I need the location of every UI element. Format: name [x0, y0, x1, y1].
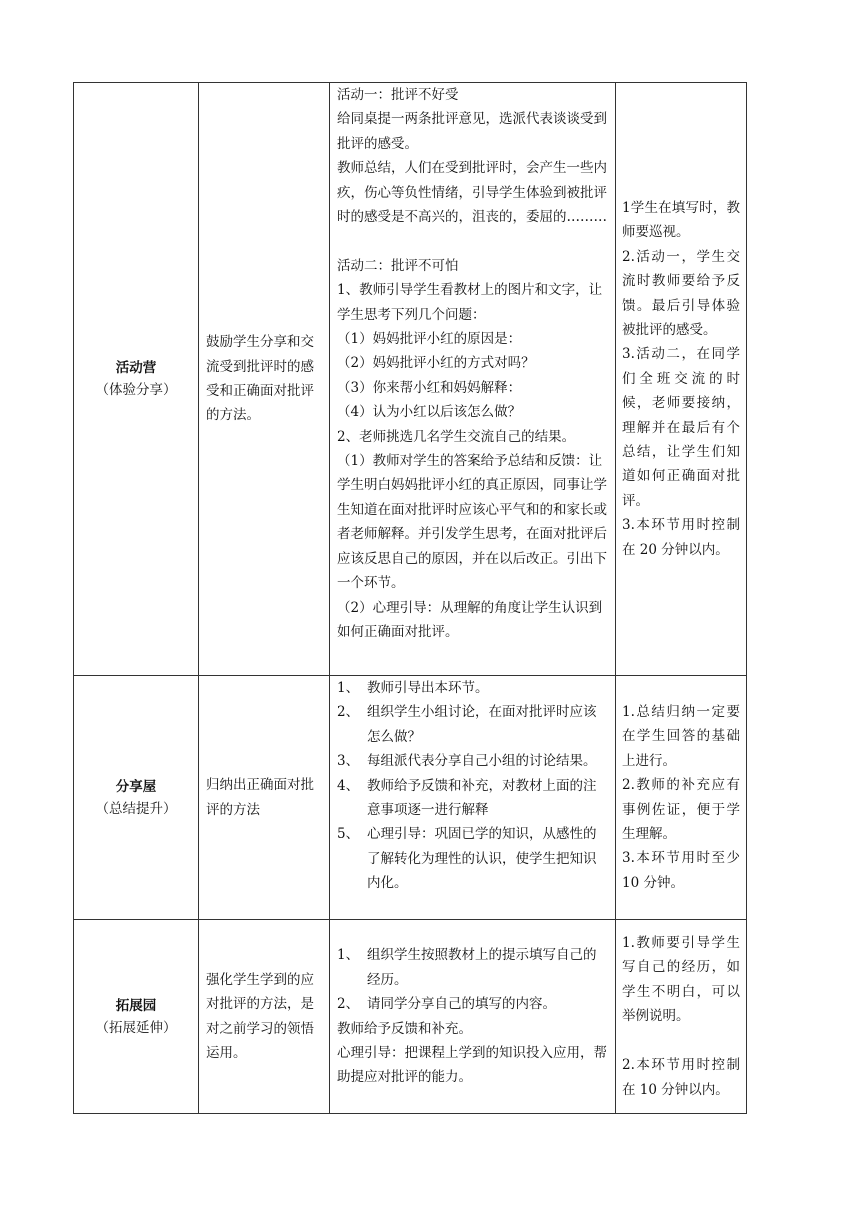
- note-line: 3.活动二，在同学们全班交流的时候，老师要接纳，理解并在最后有个总结，让学生们知道如何正确面对批评。: [622, 346, 740, 509]
- numbered-item: [337, 992, 609, 1016]
- numbered-item: [337, 943, 609, 992]
- item-number: 3、: [337, 753, 360, 770]
- numbered-item: [337, 700, 609, 749]
- content-line: 教师给予反馈和补充。: [337, 1020, 472, 1037]
- numbered-item: [337, 749, 609, 773]
- item-text: 组织学生小组讨论，在面对批评时应该怎么做？: [367, 704, 597, 745]
- note-line: 1.教师要引导学生写自己的经历，如学生不明白，可以举例说明。: [622, 935, 740, 1025]
- phase-title: 拓展园: [115, 997, 157, 1014]
- content-line: 2、老师挑选几名学生交流自己的结果。: [337, 428, 576, 445]
- content-cell: [330, 920, 616, 1114]
- table-row: [74, 920, 747, 1114]
- content-line: （2）妈妈批评小红的方式对吗？: [337, 355, 535, 372]
- phase-cell: [74, 920, 199, 1114]
- phase-cell: [74, 676, 199, 920]
- item-text: 心理引导：巩固已学的知识，从感性的了解转化为理性的认识，使学生把知识内化。: [367, 826, 597, 892]
- content-line: 给同桌提一两条批评意见，选派代表谈谈受到批评的感受。: [337, 111, 607, 152]
- content-line: 活动一：批评不好受: [337, 87, 459, 103]
- table-row: [74, 676, 747, 920]
- phase-title: 活动营: [115, 360, 157, 376]
- content-line: 心理引导：把课程上学到的知识投入应用，帮助提应对批评的能力。: [337, 1044, 607, 1086]
- note-line: 2.本环节用时控制在 10 分钟以内。: [622, 1057, 740, 1098]
- note-blank-line: [622, 1029, 740, 1053]
- lesson-plan-table: [73, 82, 747, 1114]
- note-line: 1学生在填写时，教师要巡视。: [622, 199, 740, 241]
- phase-cell: [74, 83, 199, 676]
- goal-cell: 鼓励学生分享和交流受到批评时的感受和正确面对批评的方法。: [199, 83, 330, 676]
- content-cell: [330, 83, 616, 676]
- item-number: 1、: [337, 947, 360, 964]
- item-text: 教师给予反馈和补充，对教材上面的注意事项逐一进行解释: [367, 777, 597, 819]
- content-line: （2）心理引导：从理解的角度让学生认识到如何正确面对批评。: [337, 599, 603, 640]
- note-line: 2.教师的补充应有事例佐证，便于学生理解。: [622, 777, 740, 842]
- content-line: （4）认为小红以后该怎么做？: [337, 404, 522, 421]
- phase-subtitle: （拓展延伸）: [95, 1019, 177, 1036]
- content-line: 活动二：批评不可怕: [337, 257, 459, 274]
- numbered-item: [337, 774, 609, 823]
- note-line: 3.本环节用时控制在 20 分钟以内。: [622, 517, 740, 558]
- note-line: 1.总结归纳一定要在学生回答的基础上进行。: [622, 703, 740, 769]
- item-number: 1、: [337, 680, 360, 696]
- table-row: [74, 83, 747, 676]
- item-text: 组织学生按照教材上的提示填写自己的经历。: [367, 947, 597, 988]
- note-line: 2.活动一，学生交流时教师要给予反馈。最后引导体验被批评的感受。: [622, 248, 740, 338]
- notes-cell: [616, 83, 747, 676]
- content-line: （1）教师对学生的答案给予总结和反馈：让学生明白妈妈批评小红的真正原因，同事让学生知道在面对批评时应该心平气和的和家长或者老师解释。并引发学生思考，在面对批评后应该反思自己的原因，并在以后改正。引出下一个环节。: [337, 453, 607, 592]
- content-line: （1）妈妈批评小红的原因是：: [337, 331, 522, 348]
- note-line: 3.本环节用时至少 10 分钟。: [622, 850, 740, 891]
- goal-cell: 强化学生学到的应对批评的方法，是对之前学习的领悟运用。: [199, 920, 330, 1114]
- phase-subtitle: （体验分享）: [95, 382, 177, 398]
- goal-cell: 归纳出正确面对批评的方法: [199, 676, 330, 920]
- numbered-item: [337, 822, 609, 895]
- numbered-item: [337, 676, 609, 700]
- item-number: 5、: [337, 826, 360, 843]
- item-text: 教师引导出本环节。: [367, 680, 489, 696]
- item-text: 请同学分享自己的填写的内容。: [367, 996, 556, 1013]
- item-number: 2、: [337, 704, 360, 721]
- content-cell: [330, 676, 616, 920]
- item-text: 每组派代表分享自己小组的讨论结果。: [367, 753, 597, 770]
- content-line: 1、教师引导学生看教材上的图片和文字，让学生思考下列几个问题：: [337, 282, 603, 323]
- content-blank-line: [337, 229, 609, 253]
- phase-subtitle: （总结提升）: [95, 800, 177, 817]
- notes-cell: [616, 920, 747, 1114]
- phase-title: 分享屋: [115, 778, 157, 795]
- item-number: 2、: [337, 996, 360, 1013]
- item-number: 4、: [337, 777, 360, 794]
- content-line: （3）你来帮小红和妈妈解释：: [337, 379, 522, 396]
- content-line: 教师总结，人们在受到批评时，会产生一些内疚，伤心等负性情绪，引导学生体验到被批评时的感受是不高兴的，沮丧的，委屈的………: [337, 160, 607, 226]
- notes-cell: [616, 676, 747, 920]
